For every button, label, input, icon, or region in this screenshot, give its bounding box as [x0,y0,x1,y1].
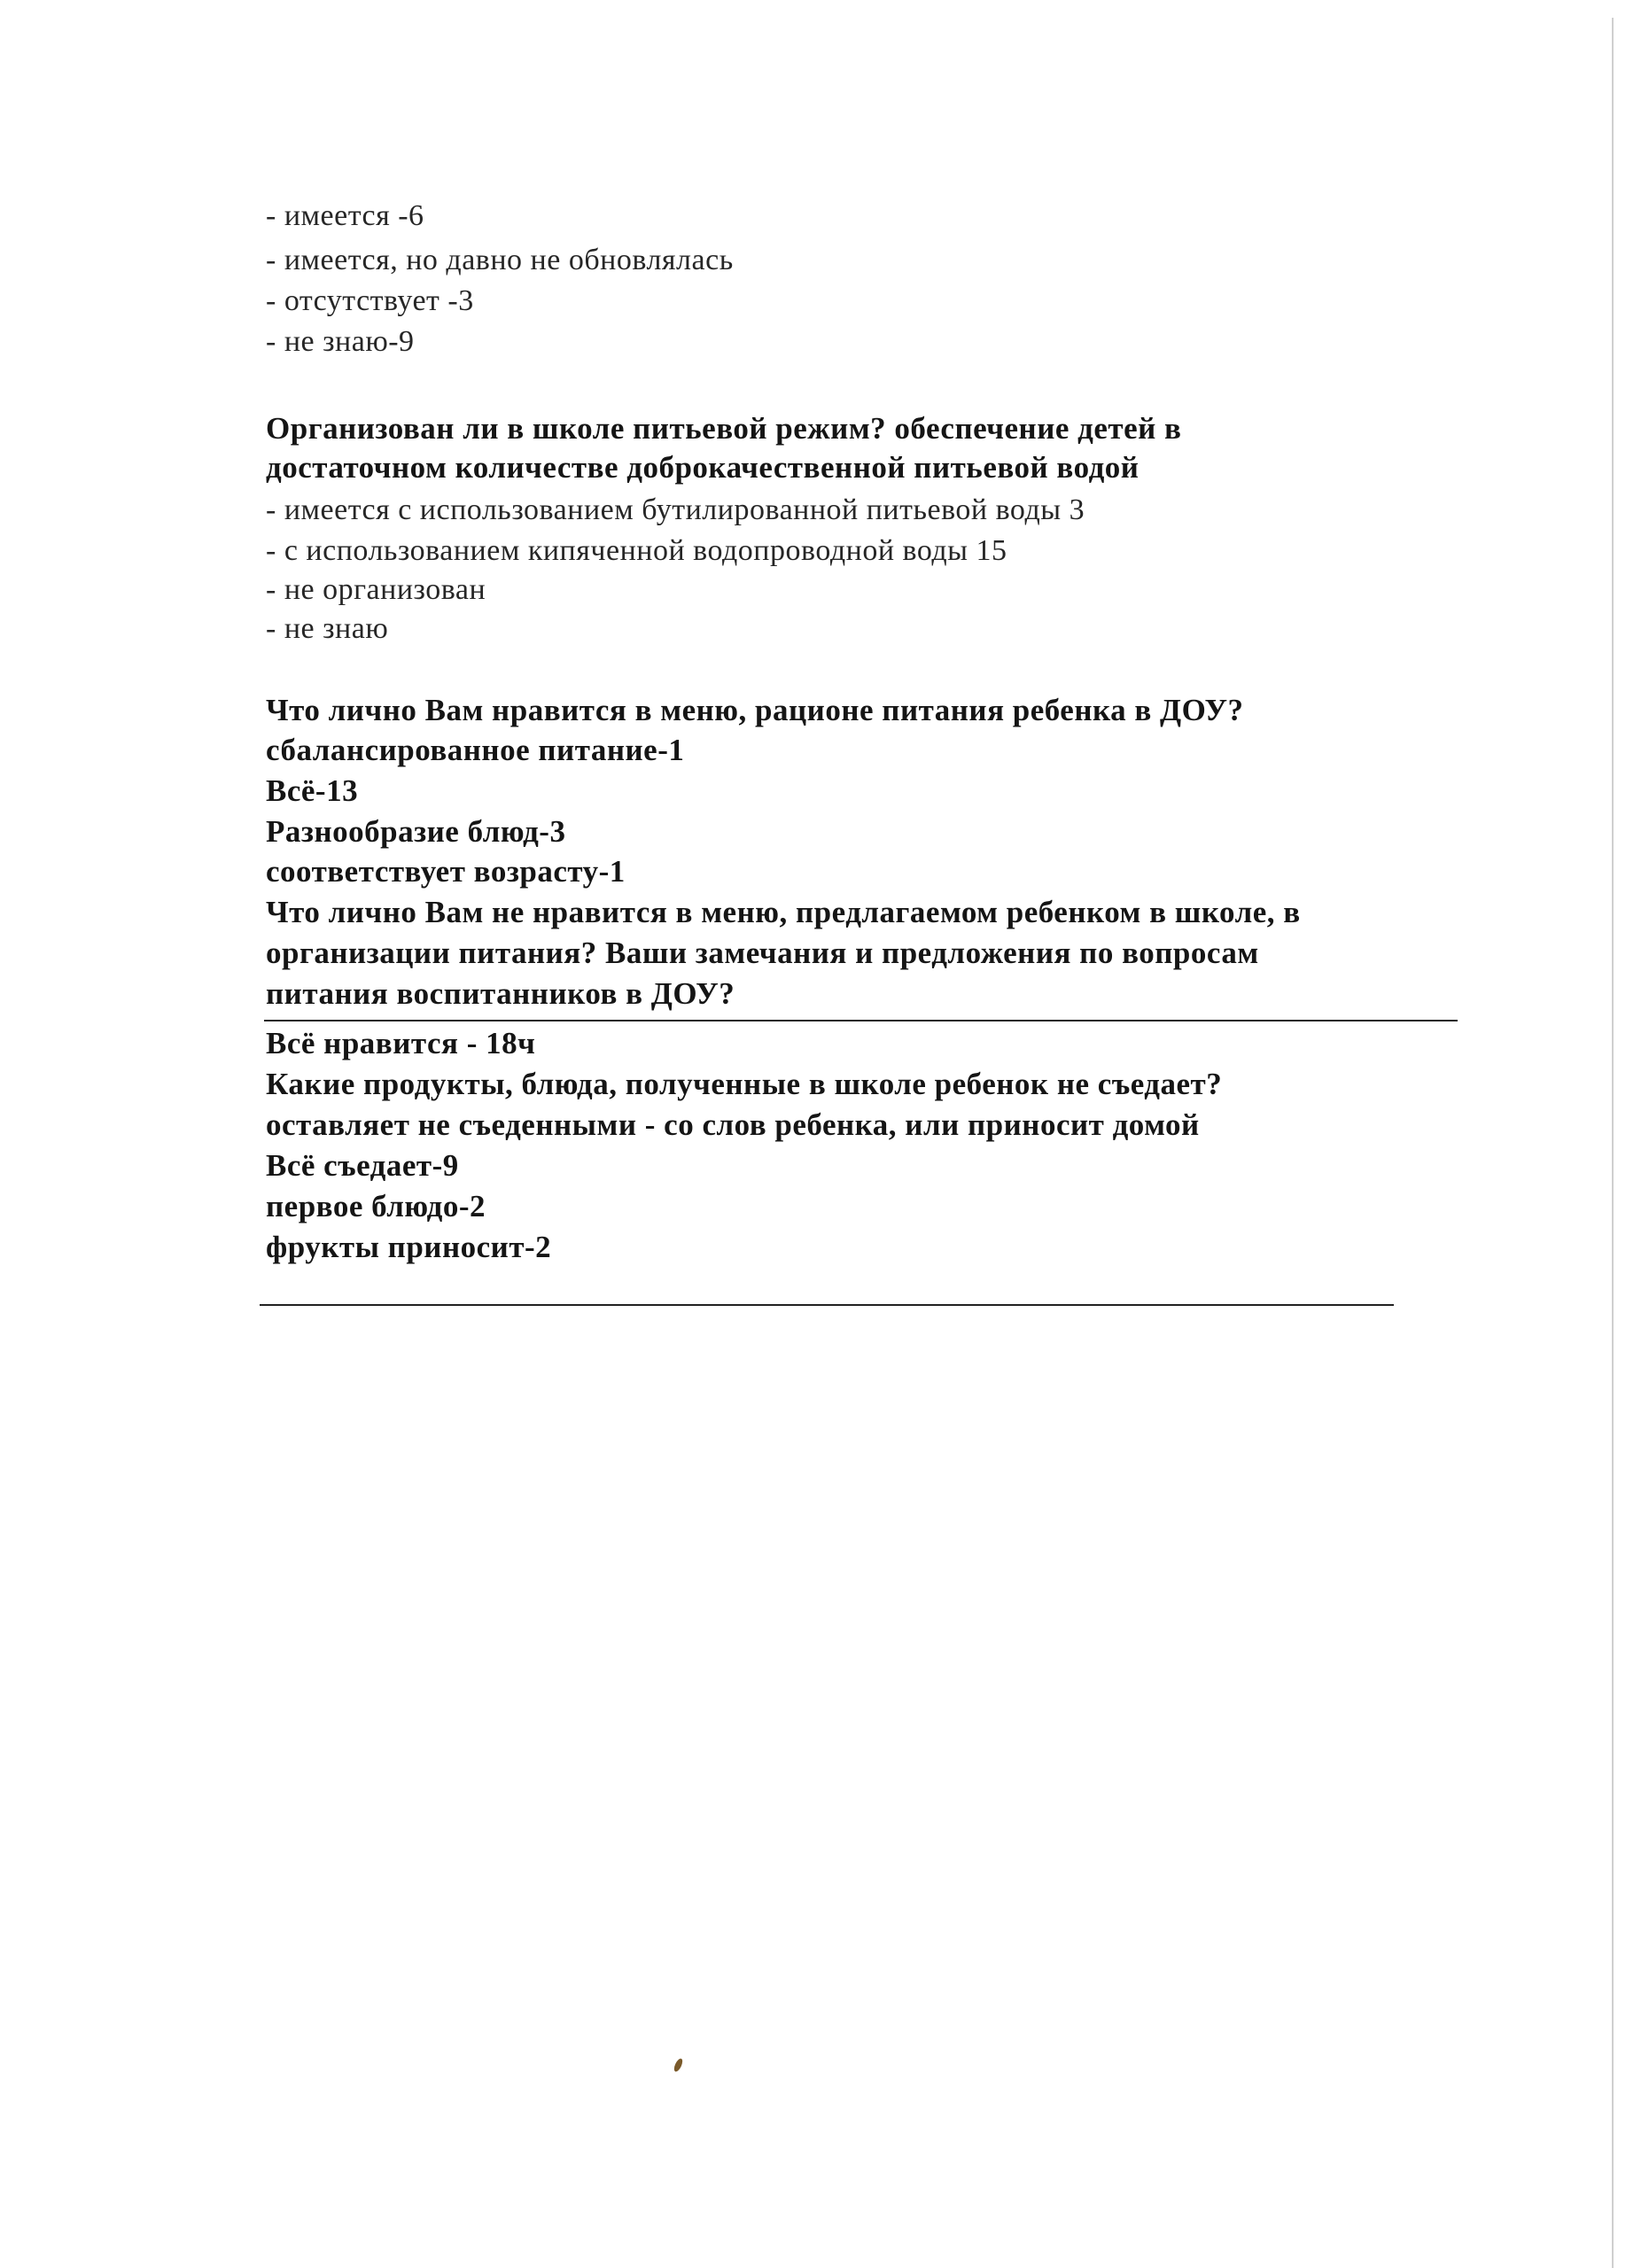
underline-rule [260,1304,1394,1306]
answer-line: - имеется с использованием бутилированной питьевой воды 3 [266,493,1085,526]
answer-line: соответствует возрасту-1 [266,854,626,889]
answer-line: Всё-13 [266,773,359,808]
answer-line: Разнообразие блюд-3 [266,814,566,849]
question-line: оставляет не съеденными - со слов ребенка, или приносит домой [266,1107,1200,1142]
answer-line: - не знаю [266,612,389,645]
question-line: достаточном количестве доброкачественной питьевой водой [266,450,1140,485]
question-line: Что лично Вам не нравится в меню, предлагаемом ребенком в школе, в [266,895,1301,929]
question-line: Организован ли в школе питьевой режим? обеспечение детей в [266,411,1182,446]
page-edge-shadow [1612,18,1614,2268]
answer-line: - не знаю-9 [266,325,415,358]
answer-line: фрукты приносит-2 [266,1230,552,1264]
question-line: Какие продукты, блюда, полученные в школе ребенок не съедает? [266,1067,1223,1101]
answer-line: - не организован [266,573,486,606]
answer-line: Всё нравится - 18ч [266,1026,536,1060]
answer-line: - имеется, но давно не обновлялась [266,244,734,276]
underline-rule [264,1020,1458,1021]
question-line: Что лично Вам нравится в меню, рационе питания ребенка в ДОУ? [266,693,1244,727]
scan-speck [673,2057,684,2072]
question-line: питания воспитанников в ДОУ? [266,976,735,1011]
answer-line: - имеется -6 [266,199,424,232]
question-line: организации питания? Ваши замечания и предложения по вопросам [266,936,1259,970]
answer-line: - с использованием кипяченной водопроводной воды 15 [266,534,1007,567]
answer-line: первое блюдо-2 [266,1189,486,1223]
answer-line: Всё съедает-9 [266,1148,459,1183]
answer-line: сбалансированное питание-1 [266,733,685,767]
answer-line: - отсутствует -3 [266,284,474,317]
